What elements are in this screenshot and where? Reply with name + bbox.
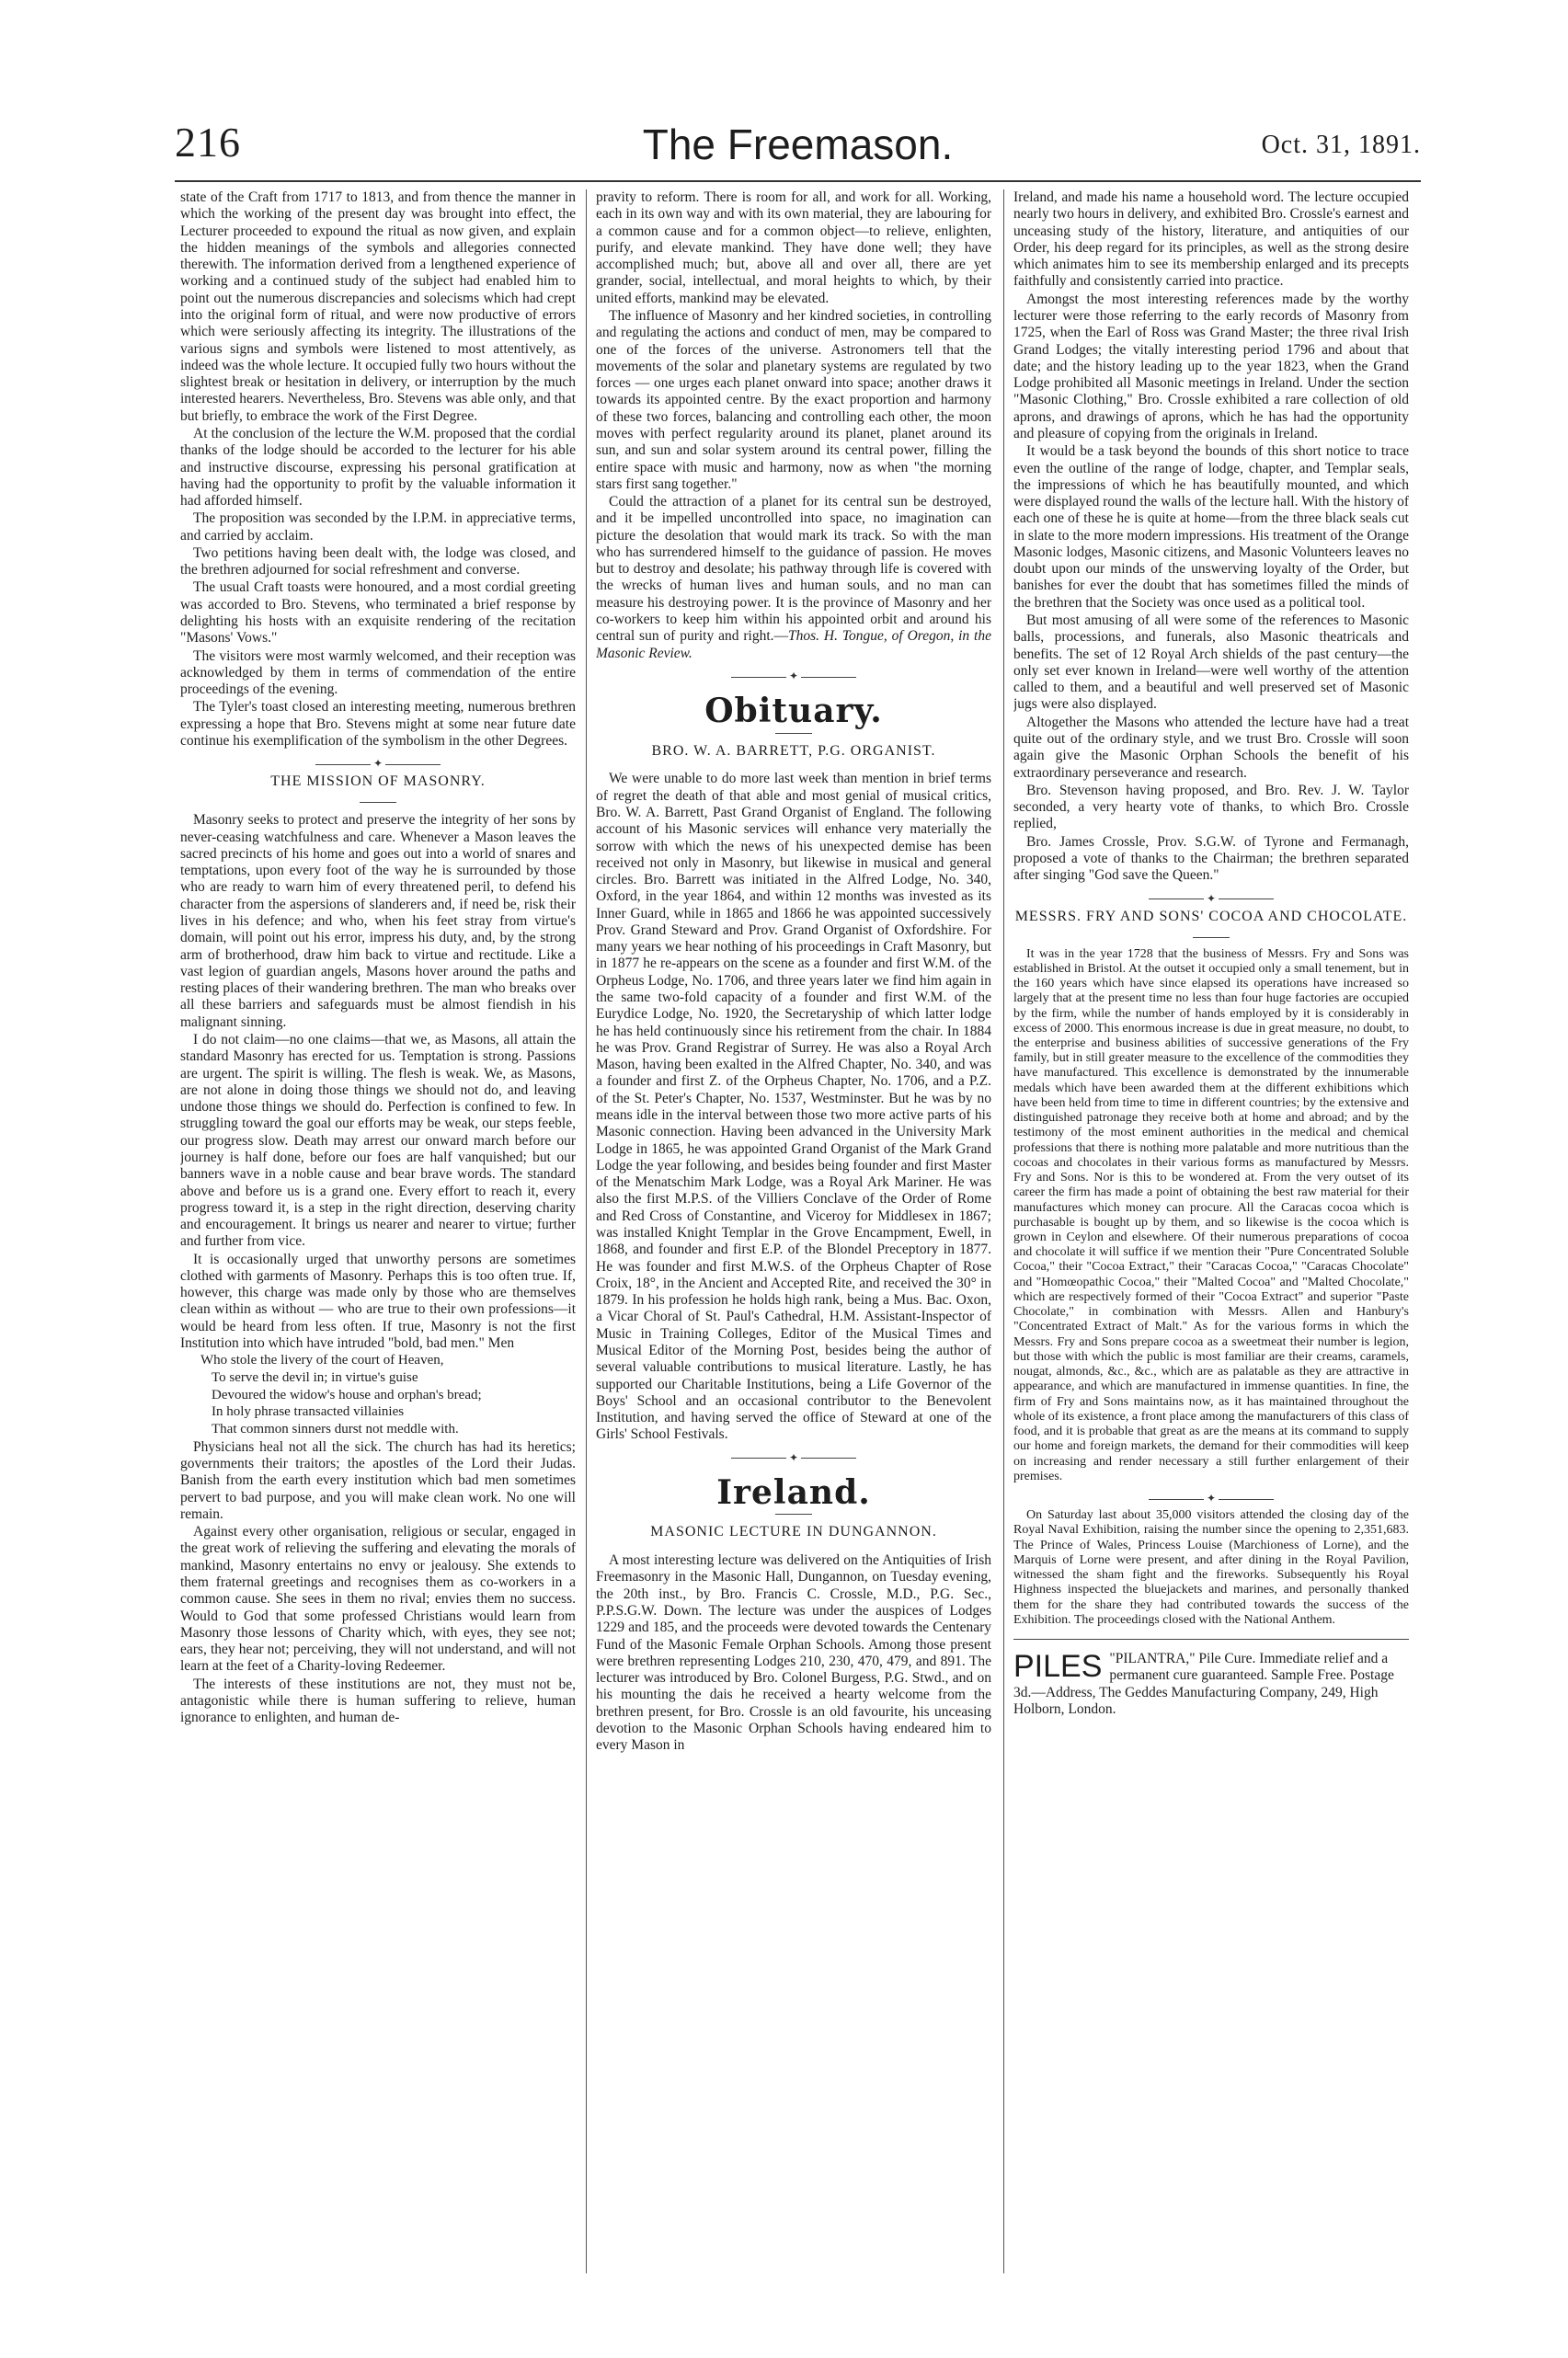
heading-rule — [1193, 937, 1230, 938]
paragraph: The usual Craft toasts were honoured, and a most cordial greeting was accorded to Bro. Stevens, who terminated a brief response by delighting his hosts with an exquisite rendering of the recitation "Masons' Vows." — [180, 579, 576, 647]
paragraph: The influence of Masonry and her kindred societies, in controlling and regulating the actions and conduct of men, may be compared to one of the forces of the universe. Astronomers tell that the movements of the solar and planetary systems are regulated by two forces — one urges each planet onward into space; another draws it towards its appointed centre. By the exact proportion and harmony of these two forces, balancing and controlling each other, the moon moves with perfect regularity around its planet, planet around its sun, and sun and solar system around its central power, filling the entire space with music and harmony, now as when "the morning stars first sang together." — [596, 307, 991, 492]
paragraph: Two petitions having been dealt with, the lodge was closed, and the brethren adjourned for social refreshment and converse. — [180, 544, 576, 578]
paragraph: It was in the year 1728 that the business of Messrs. Fry and Sons was established in Bristol. At the outset it occupied only a small tenement, but in the 160 years which have since elapsed its operations have increased so largely that at the present time no less than four huge factories are occupied by the firm, while the number of hands employed by it is considerably in excess of 2000. This enormous increase is due in great measure, no doubt, to the enterprise and business abilities of successive generations of the Fry family, but in still greater measure to the excellence of the commodities they have manufactured. This excellence is demonstrated by the innumerable medals which have been awarded them at the different exhibitions which have been held from time to time in different countries; by the extensive and distinguished patronage they receive both at home and abroad; and by the testimony of the most eminent authorities in the medical and chemical professions that there is nothing more palatable and more nutritious than the cocoas and chocolates in their various forms as manufactured by Messrs. Fry and Sons. Nor is this to be wondered at. From the very outset of its career the firm has made a point of obtaining the best raw material for their manufactures which money can procure. All the Caracas cocoa which is purchasable is bought up by them, and so likewise is the cocoa which is grown in Ceylon and elsewhere. Of their numerous preparations of cocoa and chocolate it will suffice if we mention their "Pure Concentrated Soluble Cocoa," their "Cocoa Extract," their "Caracas Cocoa," "Caracas Chocolate" and "Homœopathic Cocoa," their "Malted Cocoa" and "Malted Chocolate," which are respectively formed of their "Cocoa Extract" and superior "Paste Chocolate," in combination with Messrs. Allen and Hanbury's "Concentrated Extract of Malt." As for the various forms in which the Messrs. Fry and Sons prepare cocoa as a sweetmeat their number is legion, but those with which the public is most familiar are their creams, caramels, nougat, almonds, &c., &c., which are as palatable as they are attractive in appearance, and which are manufactured in immense quantities. In fine, the firm of Fry and Sons maintains now, as it has maintained throughout the whole of its existence, a front place among the manufacturers of this class of food, and it is probable that great as are the means at its command to supply our home and foreign markets, the demand for their commodities will keep on increasing and render necessary a still further enlargement of their premises. — [1013, 946, 1409, 1483]
paragraph: On Saturday last about 35,000 visitors attended the closing day of the Royal Naval Exhibition, raising the number since the opening to 2,351,683. The Prince of Wales, Princess Louise (Marchioness of Lorne), and the Marquis of Lorne were present, and after dining in the Royal Pavilion, witnessed the sham fight and the fireworks. Subsequently his Royal Highness inspected the bluejackets and marines, and personally thanked them for the share they had contributed towards the success of the Exhibition. The proceedings closed with the National Anthem. — [1013, 1508, 1409, 1627]
article-heading-lecture: MASONIC LECTURE IN DUNGANNON. — [650, 1524, 937, 1540]
advertisement-piles — [1013, 1639, 1409, 1718]
paragraph: The visitors were most warmly welcomed, and their reception was acknowledged by them in terms of commendation of the entire proceedings of the evening. — [180, 647, 576, 698]
paragraph: Ireland, and made his name a household word. The lecture occupied nearly two hours in delivery, and exhibited Bro. Crossle's earnest and unceasing study of the history, literature, and antiquities of our Order, his deep regard for its principles, as well as the strong desire which animates him to see its membership enlarged and its precepts faithfully and consistently carried into practice. — [1013, 189, 1409, 290]
verse-line: To serve the devil in; in virtue's guise — [212, 1370, 418, 1385]
paragraph: Against every other organisation, religious or secular, engaged in the great work of relieving the suffering and elevating the morals of mankind, Masonry entertains no envy or jealousy. She extends to them fraternal greetings and recognises them as co-workers in a common cause. She sees in them no rival; envies them no success. Would to God that some professed Christians would learn from Masonry those lessons of Charity which, with eyes, they see not; ears, they hear not; perceiving, they will not understand, and will not learn at the feet of a Charity-loving Redeemer. — [180, 1524, 576, 1675]
issue-date: Oct. 31, 1891. — [1261, 131, 1421, 159]
paragraph: We were unable to do more last week than mention in brief terms of regret the death of that able and most genial of musical critics, Bro. W. A. Barrett, Past Grand Organist of England. The following account of his Masonic services will enhance very materially the sorrow with which the news of his unexpected demise has been received not only in Masonry, but likewise in musical and general circles. Bro. Barrett was initiated in the Alfred Lodge, No. 340, Oxford, in the year 1864, and within 12 months was invested as its Inner Guard, while in 1865 and 1866 he was appointed successively Prov. Grand Steward and Prov. Grand Organist of Oxfordshire. For many years we hear nothing of his proceedings in Craft Masonry, but in 1877 he re-appears on the scene as a founder and first W.M. of the Orpheus Lodge, No. 1706, and three years later we find him again in the same two-fold capacity of a founder and first W.M. of the Eurydice Lodge, No. 1920, the Secretaryship of which latter lodge he has held continuously since his retirement from the chair. In 1884 he was Prov. Grand Registrar of Surrey. He was also a Royal Arch Mason, having been exalted in the Alfred Chapter, No. 340, and was a founder and first Z. of the Orpheus Chapter, No. 1706, and a P.Z. of the St. Peter's Chapter, No. 1537, Westminster. But he was by no means idle in the interval between those two more active parts of his Masonic connection. Having been advanced in the University Mark Lodge in 1865, he was appointed Grand Organist of the Mark Grand Lodge the year following, and besides being founder and first Master of the Menatschim Mark Lodge, was a Royal Ark Mariner. He was also the first M.P.S. of the Villiers Conclave of the Order of Rome and Red Cross of Constantine, and Viceroy for Middlesex in 1867; was installed Knight Templar in the Grove Encampment, Ewell, in 1868, and founder and first E.P. of the Blondel Preceptory in 1877. He was founder and first M.W.S. of the Orpheus Chapter of Rose Croix, 18°, in the Ancient and Accepted Rite, and received the 30° in 1879. In his profession he holds high rank, being a Mus. Bac. Oxon, a Vicar Choral of St. Paul's Cathedral, H.M. Assistant-Inspector of Music in Training Colleges, Editor of the Musical Times and Musical Editor of the Morning Post, besides being the author of several valuable contributions to musical literature. Lastly, he has supported our Charitable Institutions, being a Life Governor of the Boys' School and an occasional contributor to the Benevolent Institution, and having served the office of Steward at one of the Girls' School Festivals. — [596, 771, 991, 1443]
heading-rule — [360, 802, 396, 803]
article-heading-barrett: BRO. W. A. BARRETT, P.G. ORGANIST. — [651, 742, 936, 759]
paragraph: pravity to reform. There is room for all, and work for all. Working, each in its own way and with its own material, they are labouring for a common cause and for a common object—to relieve, enlighten, purify, and elevate mankind. They have done well; they have accomplished much; but, above all and over all, there are yet grander, social, intellectual, and moral heights to which, by their united efforts, mankind may be elevated. — [596, 189, 991, 306]
paragraph: The Tyler's toast closed an interesting meeting, numerous brethren expressing a hope that Bro. Stevens might at some near future date continue his exemplification of the symbolism in the other Degrees. — [180, 699, 576, 749]
verse-line: That common sinners durst not meddle with. — [212, 1422, 459, 1437]
paragraph-text: Could the attraction of a planet for its central sun be destroyed, and it be impelled uncontrolled into space, no imagination can picture the desolation that would mark its track. So with the man who has surrendered himself to the guidance of passion. He moves but to destroy and desolate; his pathway through life is covered with the wrecks of human lives and human souls, and no man can measure his destroying power. It is the province of Masonry and her co-workers to keep him within his appointed orbit and around his central sun of purity and right.— — [596, 494, 991, 645]
advert-display-word: PILES — [1013, 1649, 1103, 1685]
section-separator: ✦ — [1013, 892, 1409, 905]
column-3 — [1013, 189, 1409, 2275]
article-heading-fry: MESSRS. FRY AND SONS' COCOA AND CHOCOLATE. — [1014, 908, 1408, 924]
section-title-obituary: Obituary. — [704, 692, 883, 731]
newspaper-title: The Freemason. — [642, 120, 954, 168]
paragraph: It would be a task beyond the bounds of this short notice to trace even the outline of the range of lodge, chapter, and Templar seals, the impressions of which he has beautifully mounted, and which were displayed round the walls of the lecture hall. With the history of each one of these he is quite at home—from the three black seals cut in slate to the more modern impressions. His treatment of the Orange Masonic lodges, Masonic citizens, and Masonic Volunteers leaves no doubt upon our minds of the unswerving loyalty of the Order, but banishes for ever the doubt that has sometimes filled the minds of the brethren that the Society was once used as a political tool. — [1013, 443, 1409, 611]
section-separator: ✦ — [596, 670, 991, 682]
paragraph: Altogether the Masons who attended the lecture have had a treat quite out of the ordinary style, and we trust Bro. Crossle will soon again give the Masonic Orphan Schools the benefit of his extraordinary perseverance and research. — [1013, 714, 1409, 781]
section-separator: ✦ — [1013, 1492, 1409, 1505]
column-1 — [180, 189, 576, 2275]
paragraph: I do not claim—no one claims—that we, as Masons, all attain the standard Masonry has erected for us. Temptation is strong. Passions are urgent. The spirit is willing. The flesh is weak. We, as Masons, are not alone in doing those things we should not do, and leaving undone those things we should do. Perfection is confined to few. In struggling toward the goal our efforts may be weak, our steps feeble, our progress slow. Death may arrest our onward march before our journey is half done, before our foes are half vanquished; but our banners wave in a noble cause and bear brave words. The standard above and before us is a grand one. Every effort to reach it, every progress toward it, is a step in the right direction, deserving charity and encouragement. It brings us nearer and nearer to virtue; further and further from vice. — [180, 1031, 576, 1250]
heading-rule — [775, 1514, 812, 1515]
section-title-ireland: Ireland. — [716, 1472, 871, 1512]
paragraph: state of the Craft from 1717 to 1813, and from thence the manner in which the working of the present day was brought into effect, the Lecturer proceeded to expound the ritual as now given, and explain the hidden meanings of the symbols and allegories connected therewith. The information derived from a lengthened experience of working and a continued study of the subject had enabled him to point out the numerous discrepancies and solecisms which had crept into the original form of ritual, and were now productive of errors which were seriously affecting its integrity. The illustrations of the various signs and symbols were listened to most attentively, as indeed was the whole lecture. It occupied fully two hours without the slightest break or hesitation in delivery, or interruption by the much interested hearers. Nevertheless, Bro. Stevens was able only, and that but briefly, to embrace the work of the First Degree. — [180, 189, 576, 424]
verse-line: Devoured the widow's house and orphan's bread; — [212, 1387, 482, 1402]
paragraph: At the conclusion of the lecture the W.M. proposed that the cordial thanks of the lodge should be accorded to the lecturer for his able and instructive discourse, expressing his personal gratification at having had the opportunity to profit by the valuable information it had afforded himself. — [180, 425, 576, 509]
paragraph: Bro. James Crossle, Prov. S.G.W. of Tyrone and Fermanagh, proposed a vote of thanks to the Chairman; the brethren separated after singing "God save the Queen." — [1013, 833, 1409, 884]
paragraph: It is occasionally urged that unworthy persons are sometimes clothed with garments of Masonry. Perhaps this is too often true. If, however, this charge was made only by those who are themselves clean within as without — who are true to their own professions—it would be heard from less often. If true, Masonry is not the first Institution into which have intruded "bold, bad men." Men — [180, 1251, 576, 1352]
section-separator: ✦ — [180, 757, 576, 770]
page-number: 216 — [175, 119, 241, 166]
heading-rule — [775, 733, 812, 734]
paragraph: Amongst the most interesting references made by the worthy lecturer were those referring to the early records of Masonry from 1725, when the Earl of Ross was Grand Master; the three rival Irish Grand Lodges; the vitally interesting period 1796 and about that date; and the history leading up to the year 1823, when the Grand Lodge prohibited all Masonic meetings in Ireland. Under the section "Masonic Clothing," Bro. Crossle exhibited a rare collection of old aprons, and drawings of aprons, which he has had the opportunity and pleasure of copying from the originals in Ireland. — [1013, 291, 1409, 441]
paragraph: Masonry seeks to protect and preserve the integrity of her sons by never-ceasing watchfulness and care. Whenever a Mason leaves the sacred precincts of his home and goes out into a world of snares and temptations, upon every foot of the way he is surrounded by those who are ready to warn him of every threatened peril, to defend his character from the aspersions of slanderers and, if need be, risk their lives in his defence; and who, when his feet stray from virtue's domain, will point out his error, impress his duty, and, by the strong arm of brotherhood, draw him back to virtue and rectitude. Like a vast legion of guardian angels, Masons hover around the paths and resting places of their wandering brethren. The man who breaks over all these barriers and safeguards must be almost fiendish in his malignant sinning. — [180, 812, 576, 1030]
verse-line: In holy phrase transacted villainies — [212, 1404, 405, 1420]
article-signature: Thos. H. Tongue, of Oregon, in the Masonic Review. — [596, 628, 991, 661]
advert-text: "PILANTRA," Pile Cure. Immediate relief and a permanent cure guaranteed. Sample Free. Postage 3d.—Address, The Geddes Manufacturing Company, 249, High Holborn, London. — [1013, 1651, 1394, 1717]
paragraph: The interests of these institutions are not, they must not be, antagonistic while there is human suffering to relieve, human ignorance to enlighten, and human de- — [180, 1676, 576, 1726]
section-separator: ✦ — [596, 1451, 991, 1464]
masthead-rule — [175, 180, 1421, 182]
paragraph: The proposition was seconded by the I.P.M. in appreciative terms, and carried by acclaim. — [180, 510, 576, 544]
article-heading-mission: THE MISSION OF MASONRY. — [270, 773, 486, 790]
column-divider — [1003, 189, 1004, 2273]
column-divider — [586, 189, 587, 2273]
masthead — [175, 118, 1421, 182]
paragraph: Bro. Stevenson having proposed, and Bro. Rev. J. W. Taylor seconded, a very hearty vote of thanks, to which Bro. Crossle replied, — [1013, 782, 1409, 832]
column-2 — [596, 189, 991, 2275]
verse-line: Who stole the livery of the court of Heaven, — [200, 1353, 444, 1368]
paragraph: A most interesting lecture was delivered on the Antiquities of Irish Freemasonry in the Masonic Hall, Dungannon, on Tuesday evening, the 20th inst., by Bro. Francis C. Crossle, M.D., P.G. Sec., P.P.S.G.W. Down. The lecture was under the auspices of Lodges 1229 and 185, and the proceeds were devoted towards the Centenary Fund of the Masonic Female Orphan Schools. Among those present were brethren representing Lodges 210, 230, 470, 479, and 891. The lecturer was introduced by Bro. Colonel Burgess, P.G. Stwd., and on his mounting the dais he received a hearty welcome from the brethren present, for Bro. Crossle is an old favourite, his unceasing devotion to the Masonic Orphan Schools having endeared him to every Mason in — [596, 1552, 991, 1754]
verse-quote — [180, 1353, 576, 1437]
paragraph: But most amusing of all were some of the references to Masonic balls, processions, and funerals, also Masonic theatricals and benefits. The set of 12 Royal Arch shields of the past century—the only set ever known in Ireland—were well worthy of the attention called to them, and a beautiful and well preserved set of Masonic jugs were also displayed. — [1013, 612, 1409, 713]
paragraph: Physicians heal not all the sick. The church has had its heretics; governments their traitors; the apostles of the Lord their Judas. Banish from the earth every institution which bad men sometimes pervert to bad purpose, and you will make clean work. No one will remain. — [180, 1438, 576, 1522]
paragraph — [596, 494, 991, 662]
